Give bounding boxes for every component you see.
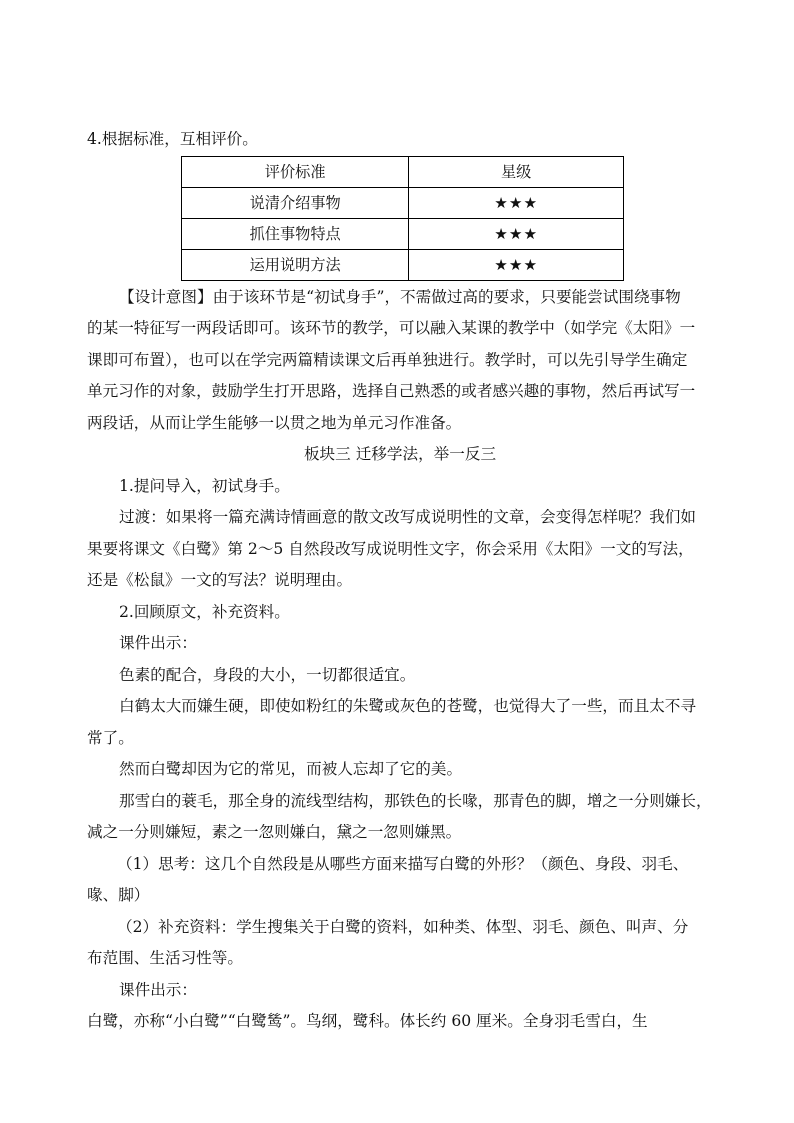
evaluation-table [181, 156, 624, 281]
paragraph-line: 的某一特征写一两段话即可。该环节的教学，可以融入某课的教学中（如学完《太阳》一 [87, 319, 696, 337]
paragraph-line: 喙、脚） [87, 886, 150, 904]
paragraph-line: 果要将课文《白鹭》第 2～5 自然段改写成说明性文字，你会采用《太阳》一文的写法， [87, 539, 694, 558]
quote-paragraph: 色素的配合，身段的大小，一切都很适宜。 [119, 665, 416, 684]
courseware-label: 课件出示： [119, 980, 197, 999]
quote-paragraph: 然而白鹭却因为它的常见，而被人忘却了它的美。 [119, 760, 463, 778]
paragraph-line: 白鹤太大而嫌生硬，即使如粉红的朱鹭或灰色的苍鹭，也觉得大了一些，而且太不寻 [119, 697, 696, 715]
paragraph-line: 那雪白的蓑毛，那全身的流线型结构，那铁色的长喙，那青色的脚，增之一分则嫌长， [119, 791, 712, 810]
table-cell-stars: ★★★ [409, 249, 624, 280]
table-row [182, 187, 624, 218]
paragraph-line: 两段话，从而让学生能够一以贯之地为单元习作准备。 [87, 413, 462, 432]
paragraph-line: （1）思考：这几个自然段是从哪些方面来描写白鹭的外形？（颜色、身段、羽毛、 [117, 854, 689, 873]
step-2-heading: 2.回顾原文，补充资料。 [119, 602, 290, 621]
table-header-criterion: 评价标准 [182, 156, 409, 187]
paragraph-line: 课即可布置），也可以在学完两篇精读课文后再单独进行。教学时，可以先引导学生确定 [87, 350, 688, 369]
table-cell-stars: ★★★ [409, 187, 624, 218]
supplement-paragraph [87, 912, 713, 975]
design-intent-paragraph [87, 282, 713, 440]
table-cell-criterion: 运用说明方法 [182, 249, 409, 280]
table-header-row [182, 156, 624, 187]
document-page [87, 124, 713, 1038]
paragraph-line: （2）补充资料：学生搜集关于白鹭的资料，如种类、体型、羽毛、颜色、叫声、分 [117, 917, 689, 936]
paragraph-line: 单元习作的对象，鼓励学生打开思路，选择自己熟悉的或者感兴趣的事物，然后再试写一 [87, 382, 696, 400]
table-header-stars: 星级 [409, 156, 624, 187]
paragraph-line: 布范围、生活习性等。 [87, 949, 243, 967]
think-question [87, 849, 713, 912]
table-cell-criterion: 说清介绍事物 [182, 187, 409, 218]
egret-info-paragraph: 白鹭，亦称“小白鹭”“白鹭鸶”。鸟纲，鹭科。体长约 60 厘米。全身羽毛雪白，生 [87, 1012, 648, 1030]
quote-paragraph [87, 786, 713, 849]
table-row [182, 218, 624, 249]
table-row [182, 249, 624, 280]
table-cell-stars: ★★★ [409, 218, 624, 249]
table-cell-criterion: 抓住事物特点 [182, 218, 409, 249]
step-1-heading: 1.提问导入，初试身手。 [119, 476, 290, 495]
transition-paragraph [87, 502, 713, 597]
paragraph-line: 【设计意图】由于该环节是“初试身手”，不需做过高的要求，只要能尝试围绕事物 [119, 287, 681, 306]
paragraph-line: 减之一分则嫌短，素之一忽则嫌白，黛之一忽则嫌黑。 [87, 823, 462, 841]
paragraph-line: 过渡：如果将一篇充满诗情画意的散文改写成说明性的文章，会变得怎样呢？我们如 [119, 508, 696, 526]
paragraph-line: 常了。 [87, 728, 134, 747]
step-4-heading: 4.根据标准，互相评价。 [87, 130, 258, 148]
quote-paragraph [87, 691, 713, 754]
courseware-label: 课件出示： [119, 634, 197, 652]
section-title: 板块三 迁移学法，举一反三 [303, 445, 497, 463]
paragraph-line: 还是《松鼠》一文的写法？说明理由。 [87, 571, 353, 589]
